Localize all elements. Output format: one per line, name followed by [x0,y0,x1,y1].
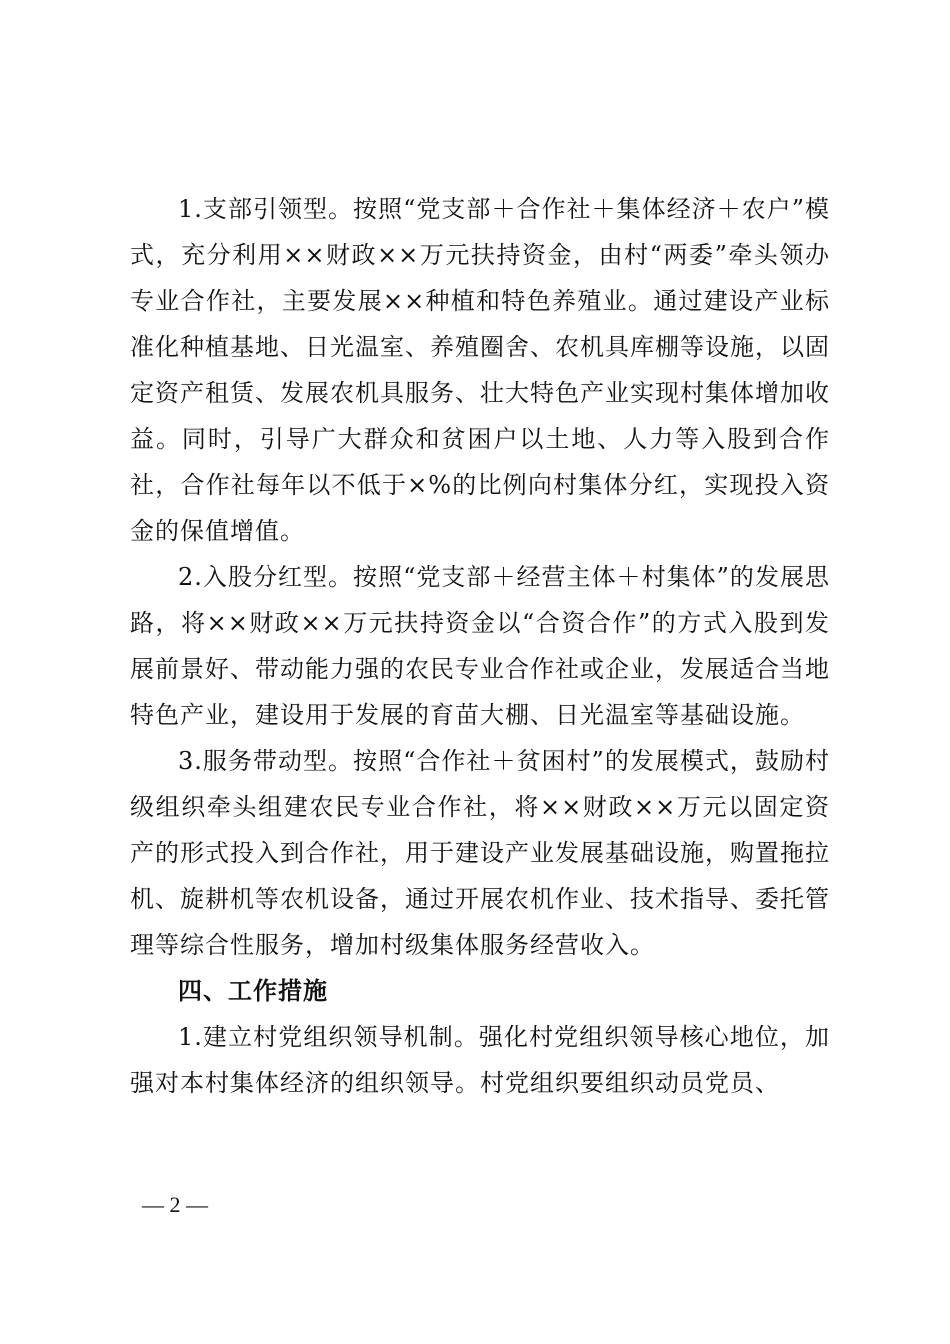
page-number: — 2 — [142,1192,208,1217]
paragraph-service-driven-model: 3.服务带动型。按照“合作社＋贫困村”的发展模式，鼓励村级组织牵头组建农民专业合作社，将××财政××万元以固定资产的形式投入到合作社，用于建设产业发展基础设施，购置拖拉机、旋耕机等农机设备，通过开展农机作业、技术指导、委托管理等综合性服务，增加村级集体服务经营收入。 [130,747,830,959]
document-body [130,186,830,1106]
paragraph-equity-dividend-model: 2.入股分红型。按照“党支部＋经营主体＋村集体”的发展思路，将××财政××万元扶持资金以“合资合作”的方式入股到发展前景好、带动能力强的农民专业合作社或企业，发展适合当地特色产业，建设用于发展的育苗大棚、日光温室等基础设施。 [130,563,830,729]
paragraph-party-leadership-mechanism: 1.建立村党组织领导机制。强化村党组织领导核心地位，加强对本村集体经济的组织领导。村党组织要组织动员党员、 [130,1023,830,1097]
section-heading-work-measures: 四、工作措施 [178,977,328,1005]
paragraph-branch-led-model: 1.支部引领型。按照“党支部＋合作社＋集体经济＋农户”模式，充分利用××财政××万元扶持资金，由村“两委”牵头领办专业合作社，主要发展××种植和特色养殖业。通过建设产业标准化种植基地、日光温室、养殖圈舍、农机具库棚等设施，以固定资产租赁、发展农机具服务、壮大特色产业实现村集体增加收益。同时，引导广大群众和贫困户以土地、人力等入股到合作社，合作社每年以不低于×%的比例向村集体分红，实现投入资金的保值增值。 [130,195,830,545]
